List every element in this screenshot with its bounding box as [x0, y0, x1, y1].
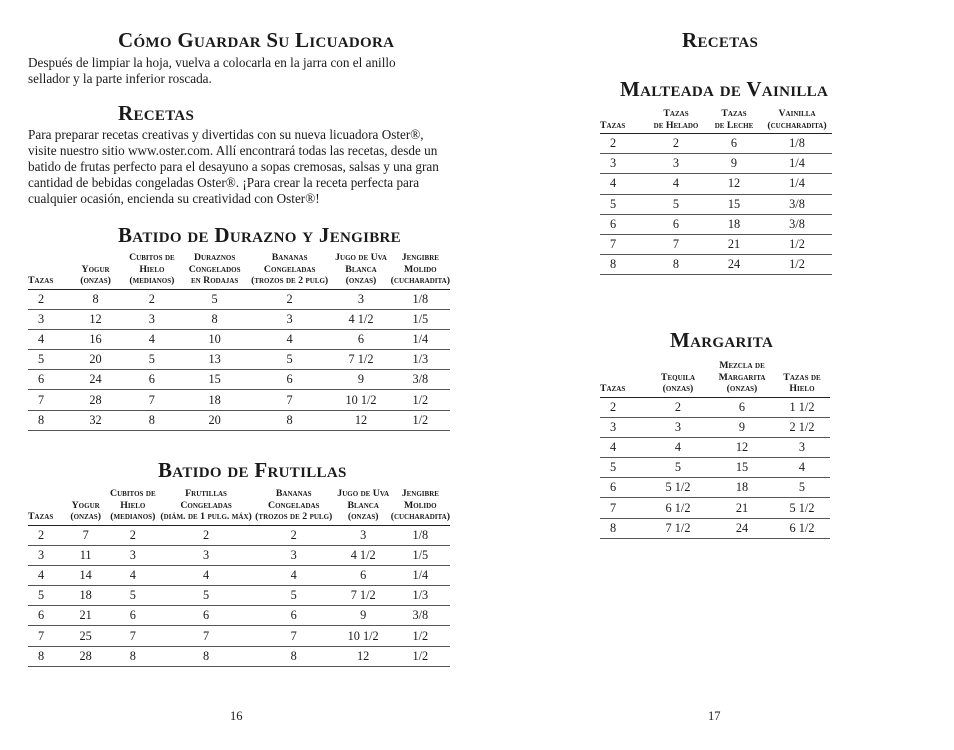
table-cell: 15 [710, 458, 774, 478]
table-row [28, 350, 450, 370]
strawberry-table [28, 488, 450, 667]
table-cell: 4 1/2 [331, 309, 390, 329]
column-header: Tazas de Hielo [774, 360, 830, 397]
page-number-right: 17 [708, 709, 721, 723]
table-cell: 4 [774, 458, 830, 478]
table-cell: 7 [248, 390, 331, 410]
table-cell: 21 [706, 234, 762, 254]
table-cell: 3 [252, 545, 336, 565]
table-cell: 5 [181, 289, 248, 309]
table-row [28, 545, 450, 565]
table-cell: 2 [122, 289, 181, 309]
column-header: Yogur (onzas) [69, 252, 123, 289]
table-cell: 6 [710, 397, 774, 417]
table-cell: 1/2 [391, 646, 450, 666]
table-cell: 18 [706, 214, 762, 234]
table-row [600, 194, 832, 214]
table-cell: 8 [248, 410, 331, 430]
column-header: Jugo de Uva Blanca (onzas) [336, 488, 391, 525]
table-cell: 6 [252, 606, 336, 626]
table-cell: 24 [706, 255, 762, 275]
table-cell: 8 [181, 309, 248, 329]
table-row [600, 154, 832, 174]
table-cell: 3 [646, 417, 710, 437]
table-cell: 3/8 [762, 194, 832, 214]
table-cell: 8 [69, 289, 123, 309]
table-cell: 3 [105, 545, 160, 565]
table-row [28, 390, 450, 410]
table-row [28, 329, 450, 349]
table-cell: 28 [69, 390, 123, 410]
margarita-title: Margarita [670, 328, 774, 352]
table-cell: 8 [122, 410, 181, 430]
table-cell: 5 [646, 458, 710, 478]
store-title: Cómo Guardar Su Licuadora [118, 28, 395, 52]
table-cell: 8 [252, 646, 336, 666]
table-cell: 2 [248, 289, 331, 309]
table-cell: 9 [331, 370, 390, 390]
table-cell: 7 [646, 234, 706, 254]
recipes-text: Para preparar recetas creativas y divertidas con su nueva licuadora Oster®, visite nuestro sitio www.oster.com. Allí encontrará todas las recetas, desde un batido de frutas perfecto para el desayuno a sopas cremosas, salsas y una gran cantidad de bebidas congeladas Oster®. ¡Para crear la receta perfecta para cualquier ocasión, encienda su creatividad con Oster®! [28, 127, 439, 206]
table-cell: 13 [181, 350, 248, 370]
table-cell: 6 [331, 329, 390, 349]
table-cell: 3 [331, 289, 390, 309]
table-cell: 1/8 [391, 289, 450, 309]
table-cell: 3 [28, 545, 66, 565]
table-row [600, 518, 830, 538]
table-cell: 11 [66, 545, 105, 565]
table-cell: 3 [248, 309, 331, 329]
table-cell: 16 [69, 329, 123, 349]
table-cell: 18 [66, 586, 105, 606]
table-row [28, 565, 450, 585]
column-header: Tazas [600, 360, 646, 397]
table-cell: 20 [181, 410, 248, 430]
table-cell: 8 [28, 410, 69, 430]
table-cell: 6 [28, 606, 66, 626]
table-cell: 4 [646, 437, 710, 457]
table-cell: 12 [336, 646, 391, 666]
table-cell: 32 [69, 410, 123, 430]
table-cell: 6 [28, 370, 69, 390]
table-cell: 4 [600, 174, 646, 194]
table-cell: 1/2 [762, 234, 832, 254]
table-cell: 1/4 [762, 154, 832, 174]
column-header: Jengibre Molido (cucharadita) [391, 488, 450, 525]
table-row [600, 458, 830, 478]
table-cell: 7 [122, 390, 181, 410]
table-cell: 3 [336, 525, 391, 545]
table-cell: 2 [160, 525, 251, 545]
table-row [28, 525, 450, 545]
table-cell: 1/4 [391, 565, 450, 585]
right-recipes-title: Recetas [682, 28, 759, 52]
table-cell: 6 [105, 606, 160, 626]
table-row [600, 498, 830, 518]
table-cell: 15 [706, 194, 762, 214]
page-number-left: 16 [230, 709, 243, 723]
table-cell: 2 [252, 525, 336, 545]
table-row [600, 134, 832, 154]
column-header: Tazas [600, 108, 646, 134]
table-row [600, 174, 832, 194]
column-header: Frutillas Congeladas (diám. de 1 pulg. máx) [160, 488, 251, 525]
vanilla-table [600, 108, 832, 275]
recipes-title: Recetas [118, 101, 195, 125]
table-cell: 1/4 [762, 174, 832, 194]
table-cell: 20 [69, 350, 123, 370]
table-cell: 7 [28, 626, 66, 646]
table-cell: 6 1/2 [774, 518, 830, 538]
table-cell: 14 [66, 565, 105, 585]
table-cell: 5 [600, 194, 646, 214]
table-cell: 7 [600, 498, 646, 518]
vanilla-title: Malteada de Vainilla [620, 77, 829, 101]
table-cell: 4 [252, 565, 336, 585]
table-cell: 1 1/2 [774, 397, 830, 417]
table-cell: 6 [706, 134, 762, 154]
table-cell: 21 [710, 498, 774, 518]
table-cell: 1/3 [391, 350, 450, 370]
table-cell: 6 [248, 370, 331, 390]
peach-title: Batido de Durazno y Jengibre [118, 223, 401, 247]
table-row [600, 478, 830, 498]
table-cell: 9 [706, 154, 762, 174]
table-cell: 5 [28, 586, 66, 606]
table-cell: 2 [28, 289, 69, 309]
table-cell: 8 [646, 255, 706, 275]
table-cell: 7 [66, 525, 105, 545]
column-header: Tazas [28, 252, 69, 289]
margarita-table [600, 360, 830, 539]
table-cell: 10 [181, 329, 248, 349]
table-cell: 1/2 [762, 255, 832, 275]
table-row [600, 437, 830, 457]
table-cell: 5 1/2 [646, 478, 710, 498]
table-cell: 2 [646, 134, 706, 154]
column-header: Cubitos de Hielo (medianos) [122, 252, 181, 289]
table-cell: 2 1/2 [774, 417, 830, 437]
table-cell: 6 [600, 478, 646, 498]
table-cell: 3 [28, 309, 69, 329]
store-text: Después de limpiar la hoja, vuelva a colocarla en la jarra con el anillo sellador y la parte inferior roscada. [28, 55, 396, 86]
table-cell: 3 [122, 309, 181, 329]
table-cell: 1/2 [391, 626, 450, 646]
table-row [600, 417, 830, 437]
table-cell: 7 [160, 626, 251, 646]
table-cell: 1/3 [391, 586, 450, 606]
column-header: Bananas Congeladas (trozos de 2 pulg) [248, 252, 331, 289]
table-cell: 7 1/2 [331, 350, 390, 370]
table-row [28, 606, 450, 626]
table-row [28, 586, 450, 606]
table-cell: 1/4 [391, 329, 450, 349]
table-cell: 2 [28, 525, 66, 545]
table-cell: 4 [160, 565, 251, 585]
table-row [600, 214, 832, 234]
table-cell: 6 [336, 565, 391, 585]
table-cell: 4 [248, 329, 331, 349]
table-cell: 4 [122, 329, 181, 349]
table-row [600, 234, 832, 254]
table-row [600, 397, 830, 417]
table-cell: 12 [69, 309, 123, 329]
table-cell: 9 [710, 417, 774, 437]
table-cell: 10 1/2 [331, 390, 390, 410]
table-cell: 12 [706, 174, 762, 194]
table-cell: 21 [66, 606, 105, 626]
table-row [28, 646, 450, 666]
table-cell: 7 1/2 [336, 586, 391, 606]
table-cell: 1/5 [391, 309, 450, 329]
table-cell: 10 1/2 [336, 626, 391, 646]
table-row [28, 309, 450, 329]
table-cell: 8 [160, 646, 251, 666]
table-cell: 12 [331, 410, 390, 430]
table-cell: 8 [600, 255, 646, 275]
table-cell: 6 [122, 370, 181, 390]
column-header: Yogur (onzas) [66, 488, 105, 525]
table-cell: 3/8 [762, 214, 832, 234]
table-cell: 6 1/2 [646, 498, 710, 518]
table-cell: 12 [710, 437, 774, 457]
table-cell: 24 [710, 518, 774, 538]
table-cell: 8 [105, 646, 160, 666]
table-cell: 5 [248, 350, 331, 370]
peach-table [28, 252, 450, 431]
table-row [600, 255, 832, 275]
table-cell: 18 [710, 478, 774, 498]
table-cell: 4 [105, 565, 160, 585]
table-cell: 8 [28, 646, 66, 666]
table-cell: 4 1/2 [336, 545, 391, 565]
table-cell: 9 [336, 606, 391, 626]
table-cell: 8 [600, 518, 646, 538]
table-cell: 2 [646, 397, 710, 417]
table-cell: 5 [28, 350, 69, 370]
column-header: Cubitos de Hielo (medianos) [105, 488, 160, 525]
table-cell: 5 [160, 586, 251, 606]
table-cell: 7 [28, 390, 69, 410]
table-cell: 2 [600, 134, 646, 154]
table-cell: 15 [181, 370, 248, 390]
table-cell: 6 [160, 606, 251, 626]
table-cell: 7 1/2 [646, 518, 710, 538]
table-cell: 5 [122, 350, 181, 370]
table-cell: 7 [105, 626, 160, 646]
column-header: Bananas Congeladas (trozos de 2 pulg) [252, 488, 336, 525]
table-cell: 5 [252, 586, 336, 606]
table-cell: 3/8 [391, 606, 450, 626]
table-cell: 1/2 [391, 390, 450, 410]
column-header: Jugo de Uva Blanca (onzas) [331, 252, 390, 289]
table-cell: 3/8 [391, 370, 450, 390]
strawberry-title: Batido de Frutillas [158, 458, 347, 482]
table-cell: 25 [66, 626, 105, 646]
table-cell: 4 [28, 565, 66, 585]
table-cell: 7 [252, 626, 336, 646]
column-header: Tazas de Leche [706, 108, 762, 134]
table-cell: 6 [600, 214, 646, 234]
column-header: Mezcla de Margarita (onzas) [710, 360, 774, 397]
table-row [28, 370, 450, 390]
table-cell: 3 [774, 437, 830, 457]
table-cell: 2 [600, 397, 646, 417]
table-cell: 28 [66, 646, 105, 666]
table-cell: 1/2 [391, 410, 450, 430]
table-cell: 24 [69, 370, 123, 390]
column-header: Vainilla (cucharadita) [762, 108, 832, 134]
table-row [28, 410, 450, 430]
table-cell: 4 [646, 174, 706, 194]
column-header: Tazas de Helado [646, 108, 706, 134]
table-cell: 5 [600, 458, 646, 478]
column-header: Duraznos Congelados en Rodajas [181, 252, 248, 289]
table-row [28, 626, 450, 646]
table-cell: 3 [600, 417, 646, 437]
table-cell: 5 [774, 478, 830, 498]
table-cell: 4 [600, 437, 646, 457]
column-header: Tequila (onzas) [646, 360, 710, 397]
table-cell: 3 [646, 154, 706, 174]
table-cell: 1/8 [391, 525, 450, 545]
table-cell: 18 [181, 390, 248, 410]
table-cell: 3 [160, 545, 251, 565]
table-cell: 1/8 [762, 134, 832, 154]
table-cell: 6 [646, 214, 706, 234]
table-cell: 5 1/2 [774, 498, 830, 518]
table-cell: 1/5 [391, 545, 450, 565]
table-cell: 7 [600, 234, 646, 254]
table-cell: 4 [28, 329, 69, 349]
table-cell: 2 [105, 525, 160, 545]
table-cell: 3 [600, 154, 646, 174]
table-row [28, 289, 450, 309]
table-cell: 5 [646, 194, 706, 214]
column-header: Tazas [28, 488, 66, 525]
table-cell: 5 [105, 586, 160, 606]
column-header: Jengibre Molido (cucharadita) [391, 252, 450, 289]
